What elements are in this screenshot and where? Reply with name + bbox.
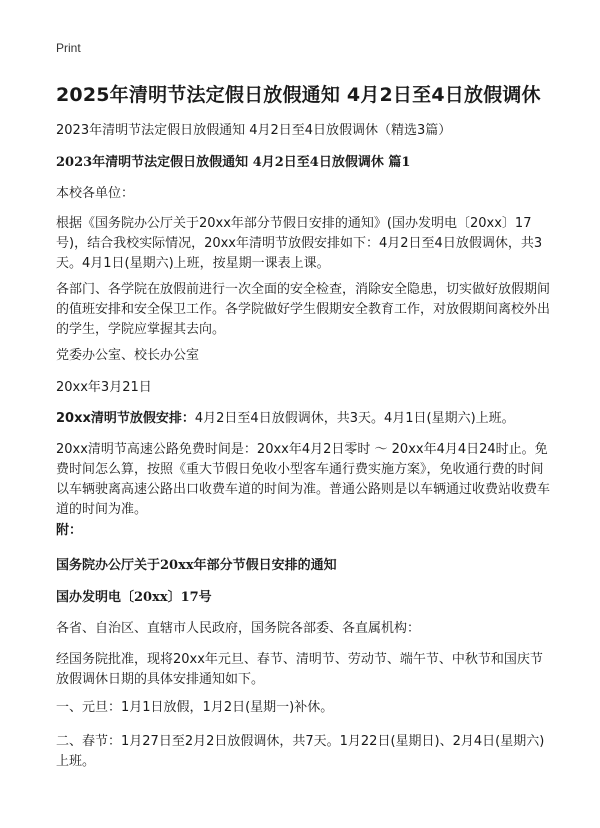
holiday-item-new-year: 一、元旦：1月1日放假，1月2日(星期一)补休。 <box>56 700 334 715</box>
document-number: 国办发明电〔20xx〕17号 <box>56 590 212 605</box>
recipients: 各省、自治区、直辖市人民政府，国务院各部委、各直属机构： <box>56 621 421 636</box>
arrangement-text: 4月2日至4日放假调休，共3天。4月1日(星期六)上班。 <box>194 411 515 426</box>
arrangement-lead: 20xx清明节放假安排： <box>56 411 195 426</box>
appendix-heading: 国务院办公厅关于20xx年部分节假日安排的通知 <box>56 558 337 573</box>
issue-date: 20xx年3月21日 <box>56 380 152 395</box>
greeting: 本校各单位： <box>56 186 135 201</box>
page-title: 2025年清明节法定假日放假通知 4月2日至4日放假调休 <box>56 84 541 106</box>
appendix-label: 附： <box>56 523 83 538</box>
document-subtitle: 2023年清明节法定假日放假通知 4月2日至4日放假调休（精选3篇） <box>56 123 452 138</box>
section-heading: 2023年清明节法定假日放假通知 4月2日至4日放假调休 篇1 <box>56 155 411 170</box>
signature: 党委办公室、校长办公室 <box>56 348 200 363</box>
holiday-item-spring-festival: 二、春节：1月27日至2月2日放假调休，共7天。1月22日(星期日)、2月4日(星期六)上班。 <box>56 734 545 769</box>
paragraph-safety: 各部门、各学院在放假前进行一次全面的安全检查，消除安全隐患，切实做好放假期间的值班安排和安全保卫工作。各学院做好学生假期安全教育工作，对放假期间离校外出的学生，学院应掌握其去向。 <box>56 282 551 337</box>
highway-paragraph: 20xx清明节高速公路免费时间是：20xx年4月2日零时 ～ 20xx年4月4日24时止。免费时间怎么算，按照《重大节假日免收小型客车通行费实施方案》，免收通行费的时间以车辆驶离高速公路出口收费车道的时间为准。普通公路则是以车辆通过收费站收费车道的时间为准。 <box>56 442 551 517</box>
appendix-intro: 经国务院批准，现将20xx年元旦、春节、清明节、劳动节、端午节、中秋节和国庆节放假调休日期的具体安排通知如下。 <box>56 652 543 687</box>
print-label: Print <box>56 41 81 55</box>
paragraph-notice: 根据《国务院办公厅关于20xx年部分节假日安排的通知》(国办发明电〔20xx〕17号)，结合我校实际情况，20xx年清明节放假安排如下：4月2日至4日放假调休，共3天。4月1日(星期六)上班，按星期一课表上课。 <box>56 216 543 271</box>
arrangement-paragraph <box>56 409 552 429</box>
